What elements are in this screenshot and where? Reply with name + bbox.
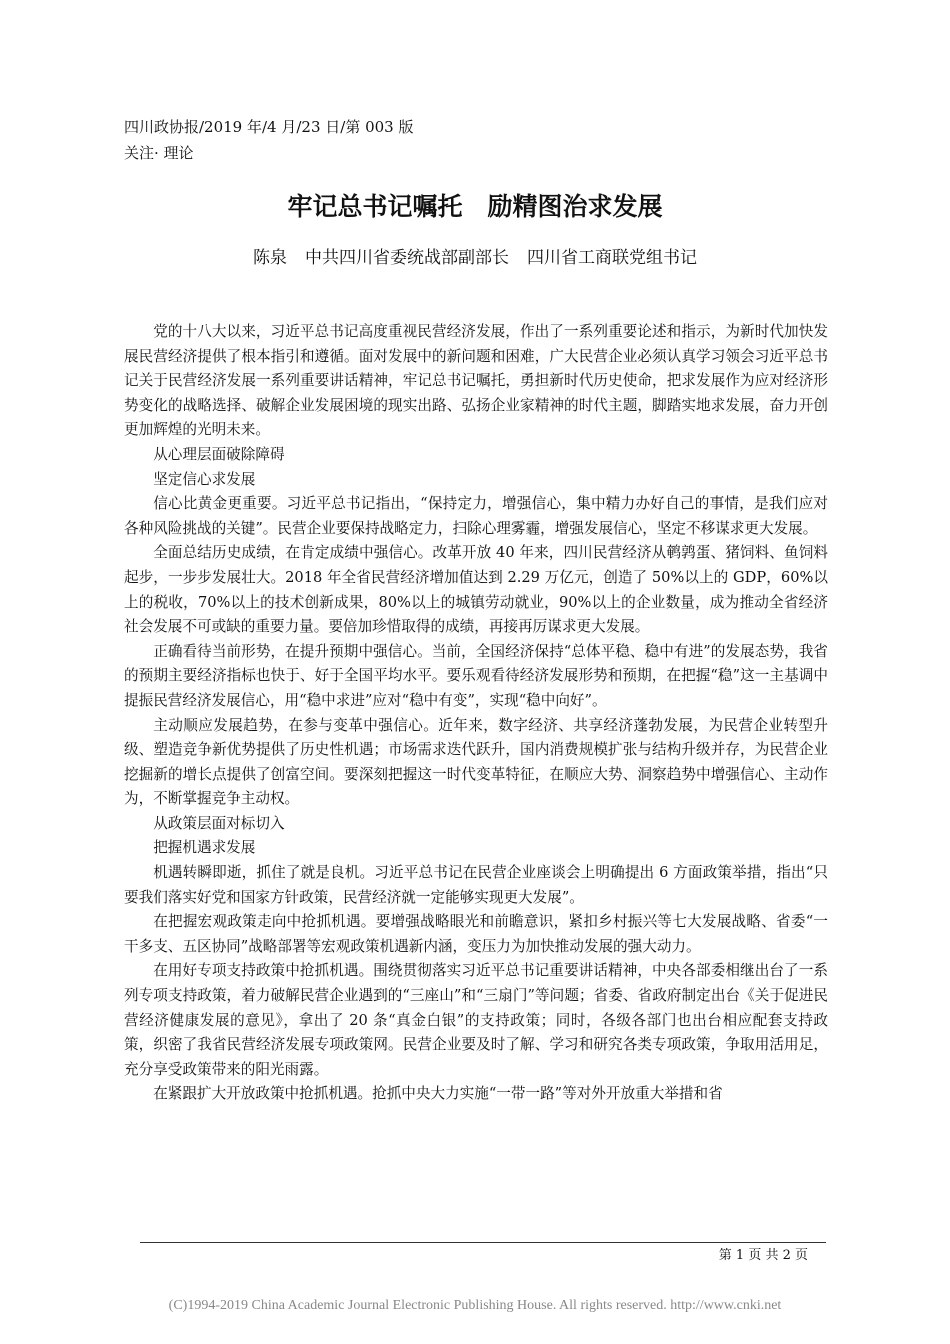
copyright-notice: (C)1994-2019 China Academic Journal Electronic Publishing House. All rights reserved. http://www.cnki.net (168, 1298, 782, 1313)
author-line (0, 245, 950, 271)
paragraph: 在紧跟扩大开放政策中抢抓机遇。抢抓中央大力实施“一带一路”等对外开放重大举措和省 (153, 1085, 723, 1103)
paragraph: 信心比黄金更重要。习近平总书记指出，“保持定力，增强信心，集中精力办好自己的事情，是我们应对各种风险挑战的关键”。民营企业要保持战略定力，扫除心理雾霾，增强发展信心，坚定不移谋求更大发展。 (124, 495, 828, 537)
section-subheading: 坚定信心求发展 (153, 470, 256, 488)
article-body (124, 320, 828, 1107)
article-title: 牢记总书记嘱托 励精图治求发展 (287, 192, 663, 221)
author-role-2: 四川省工商联党组书记 (527, 248, 697, 268)
author-role-1: 中共四川省委统战部副部长 (305, 248, 509, 268)
source-line: 四川政协报/2019 年/4 月/23 日/第 003 版 (124, 118, 414, 136)
paragraph: 主动顺应发展趋势，在参与变革中强信心。近年来，数字经济、共享经济蓬勃发展，为民营企业转型升级、塑造竞争新优势提供了历史性机遇；市场需求迭代跃升，国内消费规模扩张与结构升级并存，为民营企业挖掘新的增长点提供了创富空间。要深刻把握这一时代变革特征，在顺应大势、洞察趋势中增强信心、主动作为，不断掌握竞争主动权。 (124, 716, 828, 808)
paragraph: 在用好专项支持政策中抢抓机遇。围绕贯彻落实习近平总书记重要讲话精神，中央各部委相继出台了一系列专项支持政策，着力破解民营企业遇到的“三座山”和“三扇门”等问题；省委、省政府制定出台《关于促进民营经济健康发展的意见》，拿出了 20 条“真金白银”的支持政策；同时，各级各部门也出台相应配套支持政策，织密了我省民营经济发展专项政策网。民营企业要及时了解、学习和研究各类专项政策，争取用活用足，充分享受政策带来的阳光雨露。 (124, 962, 828, 1078)
paragraph: 机遇转瞬即逝，抓住了就是良机。习近平总书记在民营企业座谈会上明确提出 6 方面政策举措，指出“只要我们落实好党和国家方针政策，民营经济就一定能够实现更大发展”。 (124, 864, 828, 906)
paragraph: 正确看待当前形势，在提升预期中强信心。当前，全国经济保持“总体平稳、稳中有进”的发展态势，我省的预期主要经济指标也快于、好于全国平均水平。要乐观看待经济发展形势和预期，在把握“稳”这一主基调中提振民营经济发展信心，用“稳中求进”应对“稳中有变”，实现“稳中向好”。 (124, 642, 828, 709)
section-heading: 从心理层面破除障碍 (153, 445, 285, 463)
section-subheading: 把握机遇求发展 (153, 839, 256, 857)
section-heading: 从政策层面对标切入 (153, 814, 285, 832)
paragraph: 全面总结历史成绩，在肯定成绩中强信心。改革开放 40 年来，四川民营经济从鹌鹑蛋、猪饲料、鱼饲料起步，一步步发展壮大。2018 年全省民营经济增加值达到 2.29 万亿元，创造了 50%以上的 GDP，60%以上的税收，70%以上的技术创新成果，80%以上的城镇劳动就业，90%以上的企业数量，成为推动全省经济社会发展不可或缺的重要力量。要倍加珍惜取得的成绩，再接再厉谋求更大发展。 (124, 544, 828, 636)
footer-divider (140, 1242, 826, 1243)
paragraph: 在把握宏观政策走向中抢抓机遇。要增强战略眼光和前瞻意识，紧扣乡村振兴等七大发展战略、省委“一干多支、五区协同”战略部署等宏观政策机遇新内涵，变压力为加快推动发展的强大动力。 (124, 913, 828, 955)
column-label: 关注· 理论 (124, 144, 194, 162)
author-name: 陈泉 (253, 248, 287, 268)
page-indicator: 第 1 页 共 2 页 (718, 1248, 808, 1263)
paragraph: 党的十八大以来，习近平总书记高度重视民营经济发展，作出了一系列重要论述和指示，为新时代加快发展民营经济提供了根本指引和遵循。面对发展中的新问题和困难，广大民营企业必须认真学习领会习近平总书记关于民营经济发展一系列重要讲话精神，牢记总书记嘱托，勇担新时代历史使命，把求发展作为应对经济形势变化的战略选择、破解企业发展困境的现实出路、弘扬企业家精神的时代主题，脚踏实地求发展，奋力开创更加辉煌的光明未来。 (124, 323, 828, 439)
